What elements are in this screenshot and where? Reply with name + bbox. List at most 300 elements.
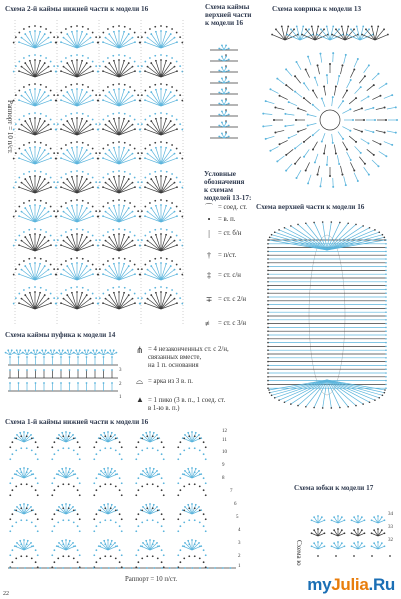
stitch-line bbox=[343, 91, 348, 99]
chain-dot bbox=[82, 171, 84, 173]
chain-dot bbox=[66, 207, 68, 209]
chain-dot bbox=[90, 352, 92, 354]
chain-dot bbox=[15, 123, 17, 125]
treble-icon: ∓ bbox=[205, 295, 213, 304]
chain-dot bbox=[139, 129, 141, 131]
chain-dot bbox=[53, 94, 55, 96]
chain-dot bbox=[57, 181, 59, 183]
watermark-part: .Ru bbox=[368, 575, 395, 594]
chain-dot bbox=[90, 66, 92, 68]
chain-dot bbox=[15, 94, 17, 96]
chain-dot bbox=[26, 555, 28, 557]
chain-dot bbox=[101, 349, 103, 351]
chain-dot bbox=[385, 349, 387, 351]
chain-dot bbox=[99, 521, 101, 523]
chain-dot bbox=[107, 289, 109, 291]
chain-dot bbox=[183, 521, 185, 523]
stitch-line bbox=[304, 136, 311, 142]
chain-dot bbox=[137, 453, 139, 455]
chain-dot bbox=[132, 182, 134, 184]
chain-dot bbox=[176, 90, 178, 92]
stitch-line bbox=[156, 235, 161, 251]
chain-dot bbox=[34, 233, 36, 235]
chain-dot bbox=[15, 509, 17, 511]
legend-label: = в. п. bbox=[218, 216, 236, 223]
chain-dot bbox=[124, 26, 126, 28]
title-border-1: Схема 1-й каймы нижней части к модели 16 bbox=[5, 418, 149, 426]
chain-dot bbox=[76, 83, 78, 85]
row-number: 1 bbox=[119, 395, 122, 400]
chain-dot bbox=[267, 319, 269, 321]
stitch-line bbox=[148, 67, 161, 77]
legend-item-slip bbox=[204, 204, 247, 212]
chain-dot bbox=[31, 557, 33, 559]
chain-dot bbox=[81, 205, 83, 207]
chain-dot bbox=[171, 289, 173, 291]
chain-dot bbox=[225, 78, 227, 80]
stitch-line bbox=[387, 131, 396, 133]
chain-dot bbox=[285, 170, 287, 172]
stitch-line bbox=[30, 235, 35, 251]
chain-dot bbox=[107, 28, 109, 30]
chain-dot bbox=[98, 352, 100, 354]
chain-dot bbox=[13, 216, 15, 218]
chain-dot bbox=[13, 303, 15, 305]
chain-dot bbox=[50, 293, 52, 295]
chain-dot bbox=[18, 32, 20, 34]
chain-dot bbox=[112, 171, 114, 173]
chain-dot bbox=[157, 557, 159, 559]
stitch-line bbox=[35, 90, 40, 106]
chain-dot bbox=[154, 229, 156, 231]
chain-dot bbox=[104, 349, 106, 351]
chain-dot bbox=[293, 28, 295, 30]
chain-dot bbox=[225, 100, 227, 102]
chain-dot bbox=[95, 152, 97, 154]
chain-dot bbox=[267, 285, 269, 287]
stitch-line bbox=[77, 32, 82, 48]
stitch-line bbox=[324, 145, 326, 154]
chain-dot bbox=[92, 61, 94, 63]
chain-dot bbox=[15, 239, 17, 241]
chain-dot bbox=[18, 273, 20, 275]
chain-dot bbox=[53, 477, 55, 479]
chain-dot bbox=[364, 75, 366, 77]
chain-dot bbox=[44, 149, 46, 151]
chain-dot bbox=[93, 446, 95, 448]
chain-dot bbox=[76, 30, 78, 32]
chain-dot bbox=[60, 302, 62, 304]
stitch-line bbox=[343, 142, 348, 150]
chain-dot bbox=[48, 269, 50, 271]
chain-dot bbox=[60, 99, 62, 101]
stitch-line bbox=[327, 380, 375, 400]
chain-dot bbox=[15, 181, 17, 183]
chain-dot bbox=[335, 86, 337, 88]
row-number: 6 bbox=[234, 502, 237, 507]
chain-dot bbox=[105, 269, 107, 271]
chain-dot bbox=[62, 471, 64, 473]
chain-dot bbox=[76, 228, 78, 230]
chain-dot bbox=[321, 529, 323, 531]
chain-dot bbox=[61, 468, 63, 470]
chain-dot bbox=[176, 119, 178, 121]
chain-dot bbox=[110, 435, 112, 437]
chain-dot bbox=[82, 142, 84, 144]
chain-dot bbox=[385, 311, 387, 313]
chain-dot bbox=[307, 125, 309, 127]
chain-dot bbox=[71, 176, 73, 178]
chain-dot bbox=[355, 224, 357, 226]
chain-dot bbox=[29, 176, 31, 178]
chain-dot bbox=[76, 59, 78, 61]
chain-dot bbox=[53, 549, 55, 551]
chain-dot bbox=[29, 147, 31, 149]
chain-dot bbox=[170, 149, 172, 151]
stitch-line bbox=[22, 212, 35, 222]
chain-dot bbox=[147, 95, 149, 97]
chain-dot bbox=[69, 432, 71, 434]
chain-dot bbox=[199, 509, 201, 511]
chain-dot bbox=[305, 222, 307, 224]
chain-dot bbox=[144, 157, 146, 159]
chain-dot bbox=[29, 118, 31, 120]
chain-dot bbox=[111, 369, 113, 371]
chain-dot bbox=[305, 69, 307, 71]
chain-dot bbox=[326, 74, 328, 76]
chain-dot bbox=[82, 84, 84, 86]
chain-dot bbox=[51, 482, 53, 484]
chain-dot bbox=[113, 147, 115, 149]
stitch-line bbox=[275, 380, 327, 398]
chain-dot bbox=[44, 178, 46, 180]
chain-dot bbox=[57, 94, 59, 96]
chain-dot bbox=[52, 356, 54, 358]
chain-dot bbox=[137, 513, 139, 515]
chain-dot bbox=[57, 123, 59, 125]
chain-dot bbox=[107, 57, 109, 59]
chain-dot bbox=[160, 25, 162, 27]
chain-dot bbox=[344, 519, 346, 521]
row-number: 4 bbox=[238, 528, 241, 533]
chain-dot bbox=[50, 90, 52, 92]
chain-dot bbox=[368, 28, 370, 30]
chain-dot bbox=[86, 356, 88, 358]
chain-dot bbox=[39, 352, 41, 354]
chain-dot bbox=[205, 446, 207, 448]
stitch-line bbox=[77, 235, 82, 251]
chain-dot bbox=[95, 239, 97, 241]
chain-dot bbox=[361, 34, 363, 36]
chain-dot bbox=[160, 233, 162, 235]
chain-dot bbox=[71, 118, 73, 120]
stitch-line bbox=[64, 125, 77, 135]
stitch-line bbox=[327, 380, 379, 398]
chain-dot bbox=[123, 234, 125, 236]
chain-dot bbox=[121, 482, 123, 484]
chain-dot bbox=[391, 144, 393, 146]
chain-dot bbox=[203, 477, 205, 479]
legend-title-line4: моделей 13-17: bbox=[204, 194, 252, 202]
chain-dot bbox=[99, 437, 101, 439]
chain-dot bbox=[385, 330, 387, 332]
chain-dot bbox=[105, 37, 107, 39]
chain-dot bbox=[372, 131, 374, 133]
chain-dot bbox=[39, 234, 41, 236]
legend-label: = ст. с 2/н bbox=[218, 296, 247, 303]
chain-dot bbox=[128, 294, 130, 296]
chain-dot bbox=[301, 34, 303, 36]
chain-dot bbox=[385, 342, 387, 344]
chain-dot bbox=[50, 273, 52, 275]
stitch-line bbox=[106, 270, 119, 280]
stitch-line bbox=[72, 32, 77, 48]
chain-dot bbox=[95, 65, 97, 67]
chain-dot bbox=[160, 262, 162, 264]
chain-dot bbox=[338, 163, 340, 165]
chain-dot bbox=[67, 349, 69, 351]
chain-dot bbox=[385, 357, 387, 359]
chain-dot bbox=[65, 289, 67, 291]
chain-dot bbox=[26, 471, 28, 473]
chain-dot bbox=[29, 89, 31, 91]
legend-cluster-l1: = 4 незаконченных ст. с 2/н, bbox=[148, 346, 229, 353]
chain-dot bbox=[65, 28, 67, 30]
chain-dot bbox=[77, 369, 79, 371]
chain-dot bbox=[51, 494, 53, 496]
chain-dot bbox=[124, 113, 126, 115]
chain-dot bbox=[339, 407, 341, 409]
chain-dot bbox=[18, 302, 20, 304]
chain-dot bbox=[170, 294, 172, 296]
chain-dot bbox=[128, 33, 130, 35]
chain-dot bbox=[149, 144, 151, 146]
stitch-line bbox=[77, 119, 82, 135]
chain-dot bbox=[134, 293, 136, 295]
chain-dot bbox=[184, 470, 186, 472]
arch-icon: ⌓ bbox=[136, 376, 144, 386]
chain-dot bbox=[333, 542, 335, 544]
chain-dot bbox=[281, 25, 283, 27]
chain-dot bbox=[221, 89, 223, 91]
chain-dot bbox=[316, 34, 318, 36]
chain-dot bbox=[385, 365, 387, 367]
chain-dot bbox=[50, 206, 52, 208]
legend-item-chain bbox=[204, 216, 235, 224]
stitch-line bbox=[338, 101, 343, 108]
stitch-line bbox=[156, 90, 161, 106]
chain-dot bbox=[384, 237, 386, 239]
stitch-line bbox=[77, 177, 82, 193]
chain-dot bbox=[65, 202, 67, 204]
chain-dot bbox=[79, 458, 81, 460]
chain-dot bbox=[103, 369, 105, 371]
chain-dot bbox=[81, 263, 83, 265]
chain-dot bbox=[355, 141, 357, 143]
chain-dot bbox=[18, 177, 20, 179]
stitch-line bbox=[280, 96, 288, 100]
chain-dot bbox=[139, 100, 141, 102]
chain-dot bbox=[55, 42, 57, 44]
chain-dot bbox=[34, 146, 36, 148]
chain-dot bbox=[385, 273, 387, 275]
chain-dot bbox=[144, 177, 146, 179]
stitch-line bbox=[77, 270, 90, 280]
legend-label: = п/ст. bbox=[218, 252, 237, 259]
stitch-line bbox=[295, 157, 301, 164]
stitch-line bbox=[77, 61, 82, 77]
chain-dot bbox=[108, 207, 110, 209]
chain-dot bbox=[55, 100, 57, 102]
chain-dot bbox=[157, 521, 159, 523]
chain-dot bbox=[55, 274, 57, 276]
chain-dot bbox=[66, 62, 68, 64]
chain-dot bbox=[165, 31, 167, 33]
chain-dot bbox=[285, 68, 287, 70]
stitch-line bbox=[35, 96, 48, 106]
chain-dot bbox=[321, 516, 323, 518]
chain-dot bbox=[20, 435, 22, 437]
chain-dot bbox=[160, 204, 162, 206]
stitch-line bbox=[72, 206, 77, 222]
chain-dot bbox=[28, 349, 30, 351]
chain-dot bbox=[364, 532, 366, 534]
chain-dot bbox=[44, 265, 46, 267]
chain-dot bbox=[228, 70, 230, 72]
chain-dot bbox=[68, 555, 70, 557]
chain-dot bbox=[267, 327, 269, 329]
chain-dot bbox=[39, 31, 41, 33]
chain-dot bbox=[53, 489, 55, 491]
stitch-line bbox=[119, 90, 124, 106]
chain-dot bbox=[267, 258, 269, 260]
chain-dot bbox=[123, 31, 125, 33]
chain-dot bbox=[102, 186, 104, 188]
chain-dot bbox=[123, 89, 125, 91]
chain-dot bbox=[13, 158, 15, 160]
chain-dot bbox=[367, 96, 369, 98]
chain-dot bbox=[396, 119, 398, 121]
chain-dot bbox=[87, 173, 89, 175]
chain-dot bbox=[86, 369, 88, 371]
chain-dot bbox=[11, 453, 13, 455]
chain-dot bbox=[77, 453, 79, 455]
chain-dot bbox=[141, 521, 143, 523]
chain-dot bbox=[87, 260, 89, 262]
chain-dot bbox=[48, 37, 50, 39]
chain-dot bbox=[57, 545, 59, 547]
chain-dot bbox=[267, 251, 269, 253]
chain-dot bbox=[95, 561, 97, 563]
stitch-line bbox=[364, 65, 369, 72]
chain-dot bbox=[65, 467, 67, 469]
chain-dot bbox=[137, 268, 139, 270]
stitch-line bbox=[308, 175, 311, 184]
chain-dot bbox=[384, 519, 386, 521]
chain-dot bbox=[92, 157, 94, 159]
chain-dot bbox=[121, 518, 123, 520]
chain-dot bbox=[69, 356, 71, 358]
chain-dot bbox=[176, 99, 178, 101]
chain-dot bbox=[40, 567, 42, 569]
stitch-line bbox=[275, 130, 284, 132]
stitch-line bbox=[263, 114, 272, 115]
chain-dot bbox=[391, 94, 393, 96]
chain-dot bbox=[43, 356, 45, 358]
chain-dot bbox=[381, 542, 383, 544]
stitch-line bbox=[367, 85, 374, 91]
chain-dot bbox=[19, 468, 21, 470]
chain-dot bbox=[108, 265, 110, 267]
chain-dot bbox=[44, 294, 46, 296]
chain-dot bbox=[77, 382, 79, 384]
chain-dot bbox=[34, 228, 36, 230]
legend-cluster-l3: на 1 п. основания bbox=[148, 362, 199, 369]
chain-dot bbox=[118, 233, 120, 235]
chain-dot bbox=[18, 99, 20, 101]
stitch-line bbox=[298, 129, 306, 132]
stitch-line bbox=[286, 164, 292, 171]
chain-dot bbox=[294, 91, 296, 93]
chain-dot bbox=[225, 65, 227, 67]
chain-dot bbox=[102, 119, 104, 121]
stitch-line bbox=[279, 380, 327, 400]
chain-dot bbox=[9, 567, 11, 569]
stitch-line bbox=[304, 149, 309, 156]
stitch-line bbox=[344, 55, 346, 64]
chain-dot bbox=[104, 435, 106, 437]
stitch-line bbox=[337, 76, 339, 85]
chain-dot bbox=[13, 245, 15, 247]
chain-dot bbox=[141, 65, 143, 67]
chain-dot bbox=[60, 61, 62, 63]
chain-dot bbox=[290, 403, 292, 405]
stitch-line bbox=[361, 97, 369, 102]
chain-dot bbox=[50, 215, 52, 217]
chain-dot bbox=[353, 28, 355, 30]
chain-dot bbox=[73, 509, 75, 511]
chain-dot bbox=[34, 262, 36, 264]
chain-dot bbox=[123, 292, 125, 294]
chain-dot bbox=[271, 234, 273, 236]
skirt-vertical-label: Схема ю bbox=[295, 540, 303, 566]
chain-dot bbox=[53, 525, 55, 527]
chain-dot bbox=[121, 494, 123, 496]
chain-dot bbox=[221, 133, 223, 135]
chain-dot bbox=[18, 186, 20, 188]
stitch-line bbox=[384, 95, 392, 98]
chain-dot bbox=[179, 152, 181, 154]
chain-dot bbox=[267, 365, 269, 367]
chain-dot bbox=[118, 30, 120, 32]
chain-dot bbox=[82, 26, 84, 28]
chain-dot bbox=[118, 228, 120, 230]
stitch-line bbox=[106, 67, 119, 77]
row-number: 10 bbox=[222, 450, 227, 455]
chain-dot bbox=[174, 66, 176, 68]
stitch-line bbox=[22, 270, 35, 280]
chain-dot bbox=[70, 287, 72, 289]
center-ring bbox=[320, 110, 340, 130]
chain-dot bbox=[97, 100, 99, 102]
chain-dot bbox=[107, 352, 109, 354]
chain-dot bbox=[60, 32, 62, 34]
stitch-line bbox=[161, 90, 166, 106]
chain-dot bbox=[341, 64, 343, 66]
chain-dot bbox=[45, 144, 47, 146]
chain-dot bbox=[142, 434, 144, 436]
chain-dot bbox=[79, 554, 81, 556]
